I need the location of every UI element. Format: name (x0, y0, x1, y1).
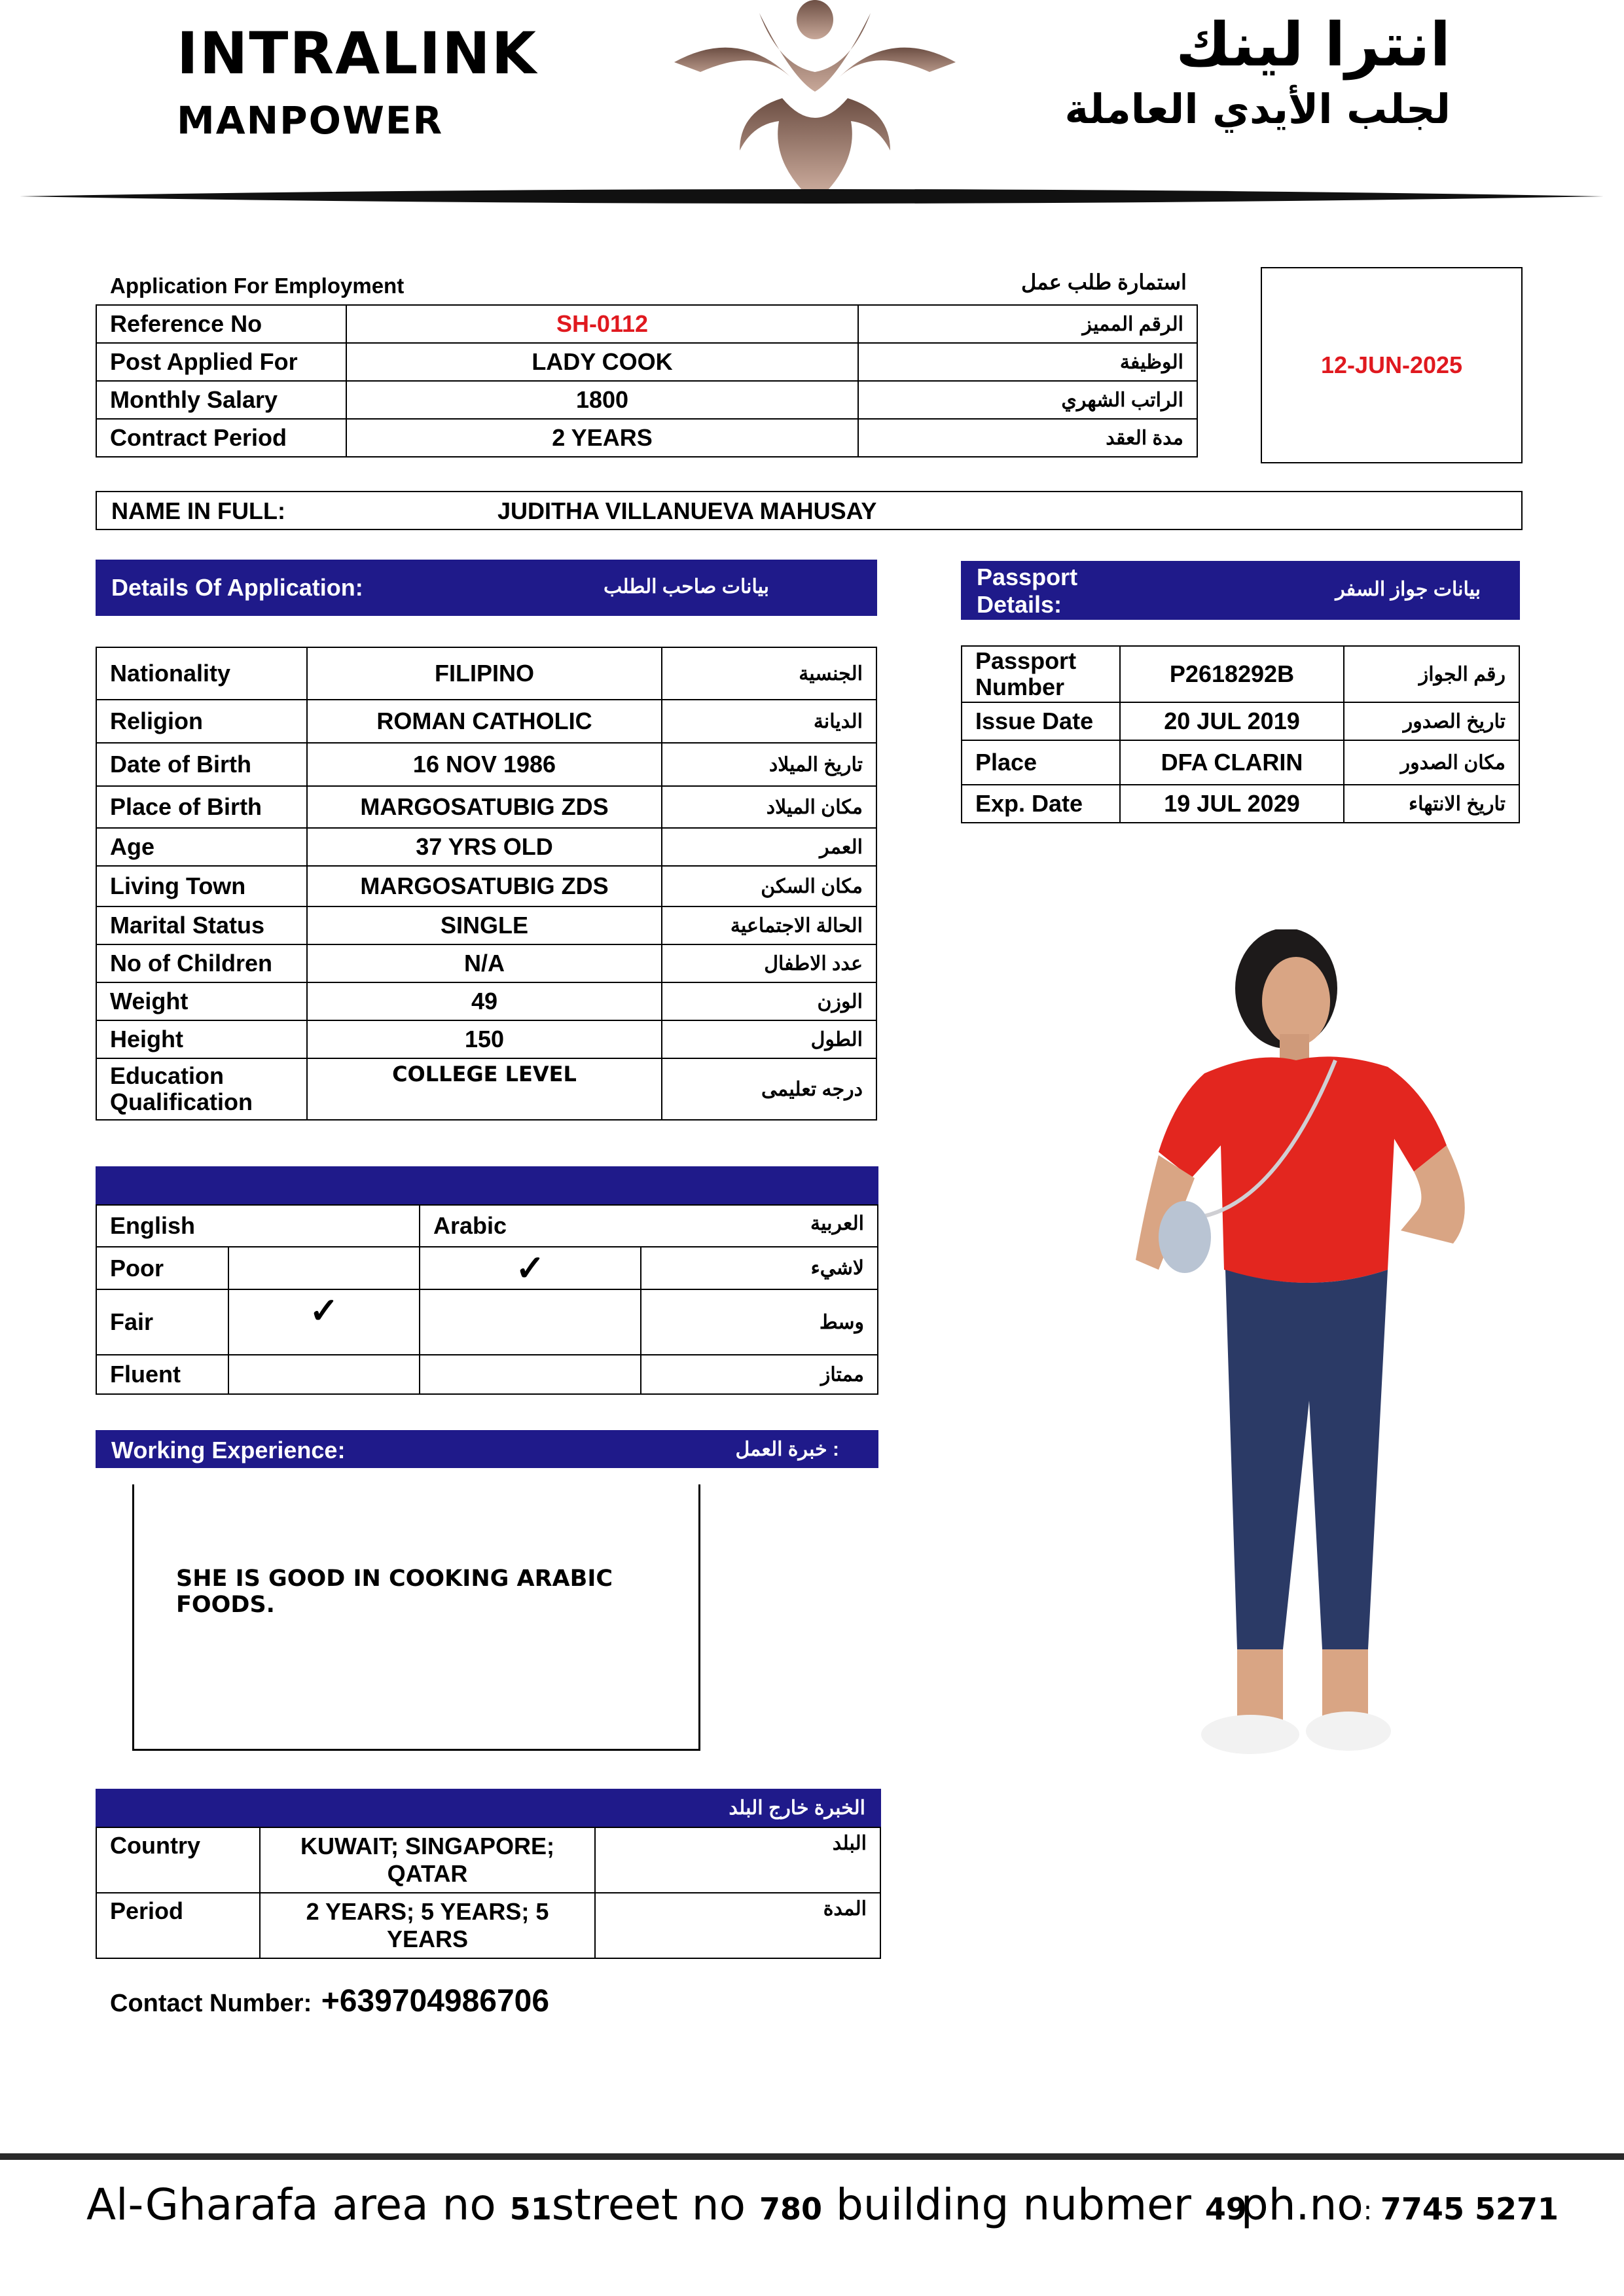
period-value-line2: YEARS (386, 1926, 469, 1952)
living-town-label: Living Town (96, 866, 307, 906)
table-row (96, 944, 876, 982)
experience-box (132, 1484, 700, 1751)
applicant-photo (1060, 929, 1466, 1780)
table-row (96, 1247, 878, 1289)
passport-title-line2: Details: (977, 591, 1062, 618)
period-value-line1: 2 YEARS; 5 YEARS; 5 (306, 1898, 549, 1925)
reference-value: SH-0112 (346, 305, 858, 343)
header-divider (20, 183, 1604, 209)
religion-value: ROMAN CATHOLIC (307, 700, 662, 743)
dob-value: 16 NOV 1986 (307, 743, 662, 786)
passport-number-value: P2618292B (1120, 646, 1344, 702)
table-row (96, 866, 876, 906)
language-header (96, 1166, 878, 1204)
arabic-header-cell (420, 1205, 878, 1247)
arabic-fair-cell (420, 1289, 641, 1355)
table-row (96, 828, 876, 866)
level-fair-label: Fair (96, 1289, 228, 1355)
brand-subtitle-ar: لجلب الأيدي العاملة (1064, 85, 1451, 133)
issue-place-value: DFA CLARIN (1120, 740, 1344, 785)
level-poor-label-ar: لاشيء (641, 1247, 878, 1289)
arabic-poor-cell (420, 1247, 641, 1289)
experience-title: Working Experience: (111, 1437, 346, 1463)
weight-label: Weight (96, 982, 307, 1020)
issue-date-label-ar: تاريخ الصدور (1344, 702, 1519, 740)
passport-number-label-line2: Number (975, 673, 1065, 700)
expiry-date-value: 19 JUL 2029 (1120, 785, 1344, 823)
post-label-ar: الوظيفة (858, 343, 1197, 381)
country-value-line2: QATAR (387, 1860, 468, 1887)
english-fair-cell (228, 1289, 420, 1355)
area-number: 51 (509, 2191, 552, 2227)
table-row (96, 1289, 878, 1355)
table-row (962, 646, 1519, 702)
period-label: Period (96, 1893, 260, 1958)
table-row (96, 700, 876, 743)
reference-label-ar: الرقم المميز (858, 305, 1197, 343)
table-row (96, 381, 1197, 419)
contract-label-ar: مدة العقد (858, 419, 1197, 457)
age-label: Age (96, 828, 307, 866)
country-label: Country (96, 1827, 260, 1893)
table-row (96, 1827, 880, 1893)
level-fluent-label-ar: ممتاز (641, 1355, 878, 1394)
passport-number-label-line1: Passport (975, 647, 1077, 674)
passport-title-line1: Passport (977, 564, 1078, 590)
level-fluent-label: Fluent (96, 1355, 228, 1394)
table-row (96, 1020, 876, 1058)
table-row (96, 305, 1197, 343)
nationality-label-ar: الجنسية (662, 647, 876, 700)
issue-date-value: 20 JUL 2019 (1120, 702, 1344, 740)
post-value: LADY COOK (346, 343, 858, 381)
education-label-ar: درجه تعليمى (662, 1058, 876, 1120)
date-box (1261, 267, 1523, 463)
address-text-3: building nubmer (822, 2179, 1205, 2230)
table-row (962, 740, 1519, 785)
living-town-label-ar: مكان السكن (662, 866, 876, 906)
table-row (96, 1355, 878, 1394)
experience-title-ar: : خبرة العمل (735, 1439, 839, 1460)
education-label-line2: Qualification (110, 1088, 253, 1115)
pob-value: MARGOSATUBIG ZDS (307, 786, 662, 828)
table-row (962, 785, 1519, 823)
passport-title-ar: بيانات جواز السفر (1335, 579, 1481, 600)
nationality-value: FILIPINO (307, 647, 662, 700)
footer-phone (1241, 2179, 1559, 2230)
expiry-date-label-ar: تاريخ الانتهاء (1344, 785, 1519, 823)
company-logo (661, 0, 969, 196)
full-name-label: NAME IN FULL: (111, 497, 285, 524)
table-row (96, 343, 1197, 381)
dob-label: Date of Birth (96, 743, 307, 786)
address-text-1: Al-Gharafa area no (86, 2179, 510, 2230)
check-icon: ✓ (309, 1291, 339, 1331)
table-row (96, 906, 876, 944)
marital-status-label-ar: الحالة الاجتماعية (662, 906, 876, 944)
phone-value: 7745 5271 (1380, 2191, 1559, 2227)
passport-number-label-ar: رقم الجواز (1344, 646, 1519, 702)
education-value: COLLEGE LEVEL (307, 1058, 662, 1120)
height-label: Height (96, 1020, 307, 1058)
salary-value: 1800 (346, 381, 858, 419)
education-label-line1: Education (110, 1062, 225, 1089)
education-label (96, 1058, 307, 1120)
abroad-header (96, 1789, 881, 1827)
country-label-ar: البلد (595, 1827, 880, 1893)
address-text-2: street no (551, 2179, 759, 2230)
table-row (96, 1893, 880, 1958)
details-title-ar: بيانات صاحب الطلب (603, 576, 769, 598)
details-table (96, 647, 877, 1121)
check-icon: ✓ (515, 1249, 545, 1288)
period-label-ar: المدة (595, 1893, 880, 1958)
country-value-line1: KUWAIT; SINGAPORE; (300, 1833, 554, 1859)
passport-number-label (962, 646, 1120, 702)
english-fluent-cell (228, 1355, 420, 1394)
contract-label: Contract Period (96, 419, 346, 457)
application-table (96, 304, 1198, 457)
living-town-value: MARGOSATUBIG ZDS (307, 866, 662, 906)
table-row (96, 1205, 878, 1247)
salary-label-ar: الراتب الشهري (858, 381, 1197, 419)
passport-header (961, 561, 1520, 620)
pob-label: Place of Birth (96, 786, 307, 828)
issue-place-label-ar: مكان الصدور (1344, 740, 1519, 785)
brand-subtitle-en: MANPOWER (177, 98, 444, 143)
application-title-ar: استمارة طلب عمل (1021, 270, 1187, 294)
height-value: 150 (307, 1020, 662, 1058)
building-number: 49 (1204, 2191, 1247, 2227)
post-label: Post Applied For (96, 343, 346, 381)
children-label-ar: عدد الاطفال (662, 944, 876, 982)
issue-place-label: Place (962, 740, 1120, 785)
period-value (260, 1893, 595, 1958)
passport-table (961, 645, 1520, 823)
table-row (962, 702, 1519, 740)
table-row (96, 1058, 876, 1120)
arabic-label-ar: العربية (810, 1213, 864, 1234)
details-header (96, 560, 877, 616)
age-value: 37 YRS OLD (307, 828, 662, 866)
language-table (96, 1204, 878, 1395)
salary-label: Monthly Salary (96, 381, 346, 419)
religion-label: Religion (96, 700, 307, 743)
pob-label-ar: مكان الميلاد (662, 786, 876, 828)
abroad-title-ar: الخبرة خارج البلد (729, 1797, 865, 1819)
phone-separator: : (1363, 2196, 1380, 2226)
marital-status-value: SINGLE (307, 906, 662, 944)
reference-label: Reference No (96, 305, 346, 343)
children-label: No of Children (96, 944, 307, 982)
application-title: Application For Employment (110, 274, 405, 298)
issue-date-label: Issue Date (962, 702, 1120, 740)
level-poor-label: Poor (96, 1247, 228, 1289)
english-poor-cell (228, 1247, 420, 1289)
contact-value: +639704986706 (321, 1984, 550, 2018)
contact-label: Contact Number: (110, 1990, 312, 2017)
table-row (96, 419, 1197, 457)
footer-address (86, 2179, 1247, 2230)
nationality-label: Nationality (96, 647, 307, 700)
footer-divider (0, 2153, 1624, 2160)
dob-label-ar: تاريخ الميلاد (662, 743, 876, 786)
table-row (96, 982, 876, 1020)
full-name-value: JUDITHA VILLANUEVA MAHUSAY (497, 497, 877, 524)
contact-row (110, 1983, 549, 2019)
full-name-row (96, 491, 1523, 530)
arabic-label: Arabic (433, 1212, 507, 1239)
country-value (260, 1827, 595, 1893)
experience-text: SHE IS GOOD IN COOKING ARABIC FOODS. (176, 1566, 613, 1618)
height-label-ar: الطول (662, 1020, 876, 1058)
weight-label-ar: الوزن (662, 982, 876, 1020)
expiry-date-label: Exp. Date (962, 785, 1120, 823)
brand-name-ar: انترا لينك (1176, 10, 1451, 80)
children-value: N/A (307, 944, 662, 982)
religion-label-ar: الديانة (662, 700, 876, 743)
level-fair-label-ar: وسط (641, 1289, 878, 1355)
marital-status-label: Marital Status (96, 906, 307, 944)
age-label-ar: العمر (662, 828, 876, 866)
brand-name-en: INTRALINK (177, 20, 537, 87)
experience-header (96, 1430, 878, 1468)
weight-value: 49 (307, 982, 662, 1020)
table-row (96, 743, 876, 786)
english-label: English (96, 1205, 420, 1247)
street-number: 780 (759, 2191, 822, 2227)
details-title: Details Of Application: (111, 574, 363, 601)
application-date: 12-JUN-2025 (1320, 351, 1463, 378)
table-row (96, 647, 876, 700)
contract-value: 2 YEARS (346, 419, 858, 457)
abroad-table (96, 1827, 881, 1959)
arabic-fluent-cell (420, 1355, 641, 1394)
table-row (96, 786, 876, 828)
phone-label: ph.no (1240, 2179, 1363, 2230)
